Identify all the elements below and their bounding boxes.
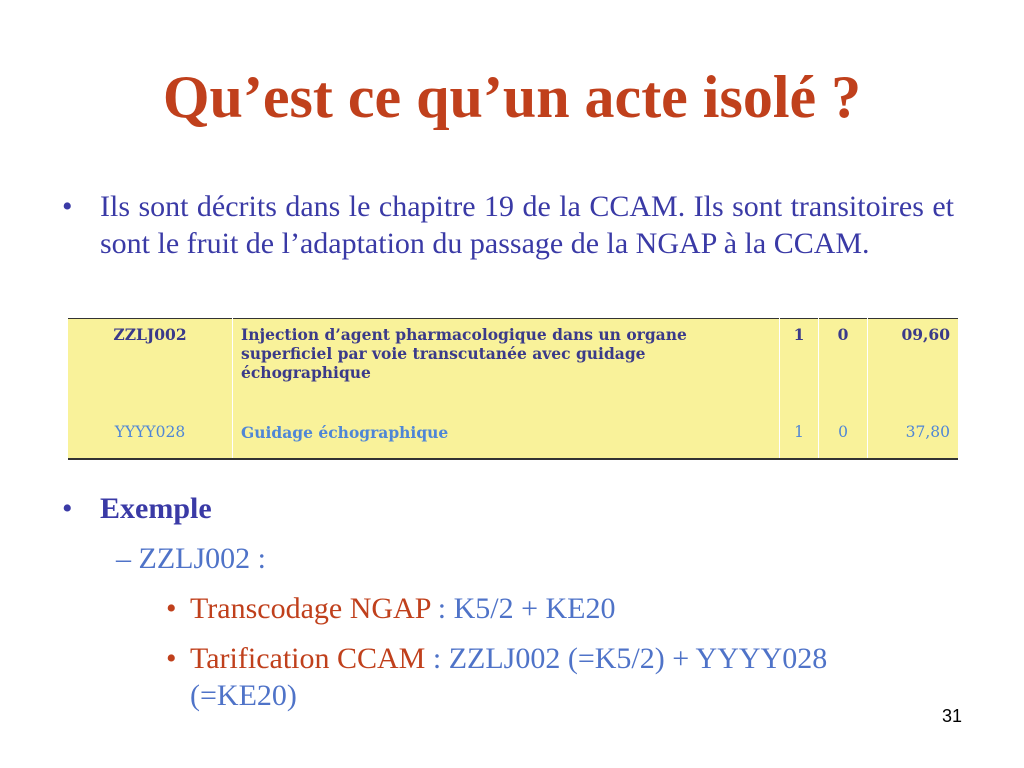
example-heading: Exemple bbox=[100, 492, 212, 525]
phase-cell: 0 bbox=[819, 417, 868, 459]
table-row bbox=[68, 417, 958, 459]
bullet-icon: • bbox=[166, 592, 177, 625]
activity-cell: 1 bbox=[780, 319, 819, 418]
price-cell: 37,80 bbox=[868, 417, 959, 459]
slide-title: Qu’est ce qu’un acte isolé ? bbox=[162, 64, 862, 130]
code-cell: ZZLJ002 bbox=[113, 325, 187, 344]
page-number: 31 bbox=[941, 706, 962, 726]
code-cell: YYYY028 bbox=[114, 423, 186, 441]
description-cell: Injection d’agent pharmacologique dans un organe superficiel par voie transcutanée avec guidage échographique bbox=[233, 319, 780, 418]
item-value: : K5/2 + KE20 bbox=[430, 592, 616, 625]
description-cell: Guidage échographique bbox=[233, 417, 780, 459]
example-code: ZZLJ002 : bbox=[138, 542, 266, 575]
bullet-icon: • bbox=[166, 642, 177, 675]
ccam-code-table bbox=[68, 318, 958, 460]
example-subheading bbox=[116, 540, 266, 577]
item-label: Transcodage NGAP bbox=[190, 592, 431, 625]
example-item bbox=[166, 640, 846, 714]
item-label: Tarification CCAM bbox=[190, 642, 426, 675]
example-bullet bbox=[62, 490, 212, 527]
dash-icon: – bbox=[116, 542, 131, 575]
bullet-icon: • bbox=[62, 492, 73, 525]
example-item bbox=[166, 590, 846, 627]
intro-text: Ils sont décrits dans le chapitre 19 de la CCAM. Ils sont transitoires et sont le fruit de l’adaptation du passage de la NGAP à la CCAM. bbox=[100, 190, 954, 260]
bullet-icon: • bbox=[62, 190, 73, 223]
table-row bbox=[68, 319, 958, 418]
intro-bullet bbox=[62, 188, 954, 262]
price-cell: 09,60 bbox=[868, 319, 959, 418]
item-value: : ZZLJ002 (=K5/2) + YYYY028 (=KE20) bbox=[190, 642, 828, 712]
phase-cell: 0 bbox=[819, 319, 868, 418]
activity-cell: 1 bbox=[780, 417, 819, 459]
